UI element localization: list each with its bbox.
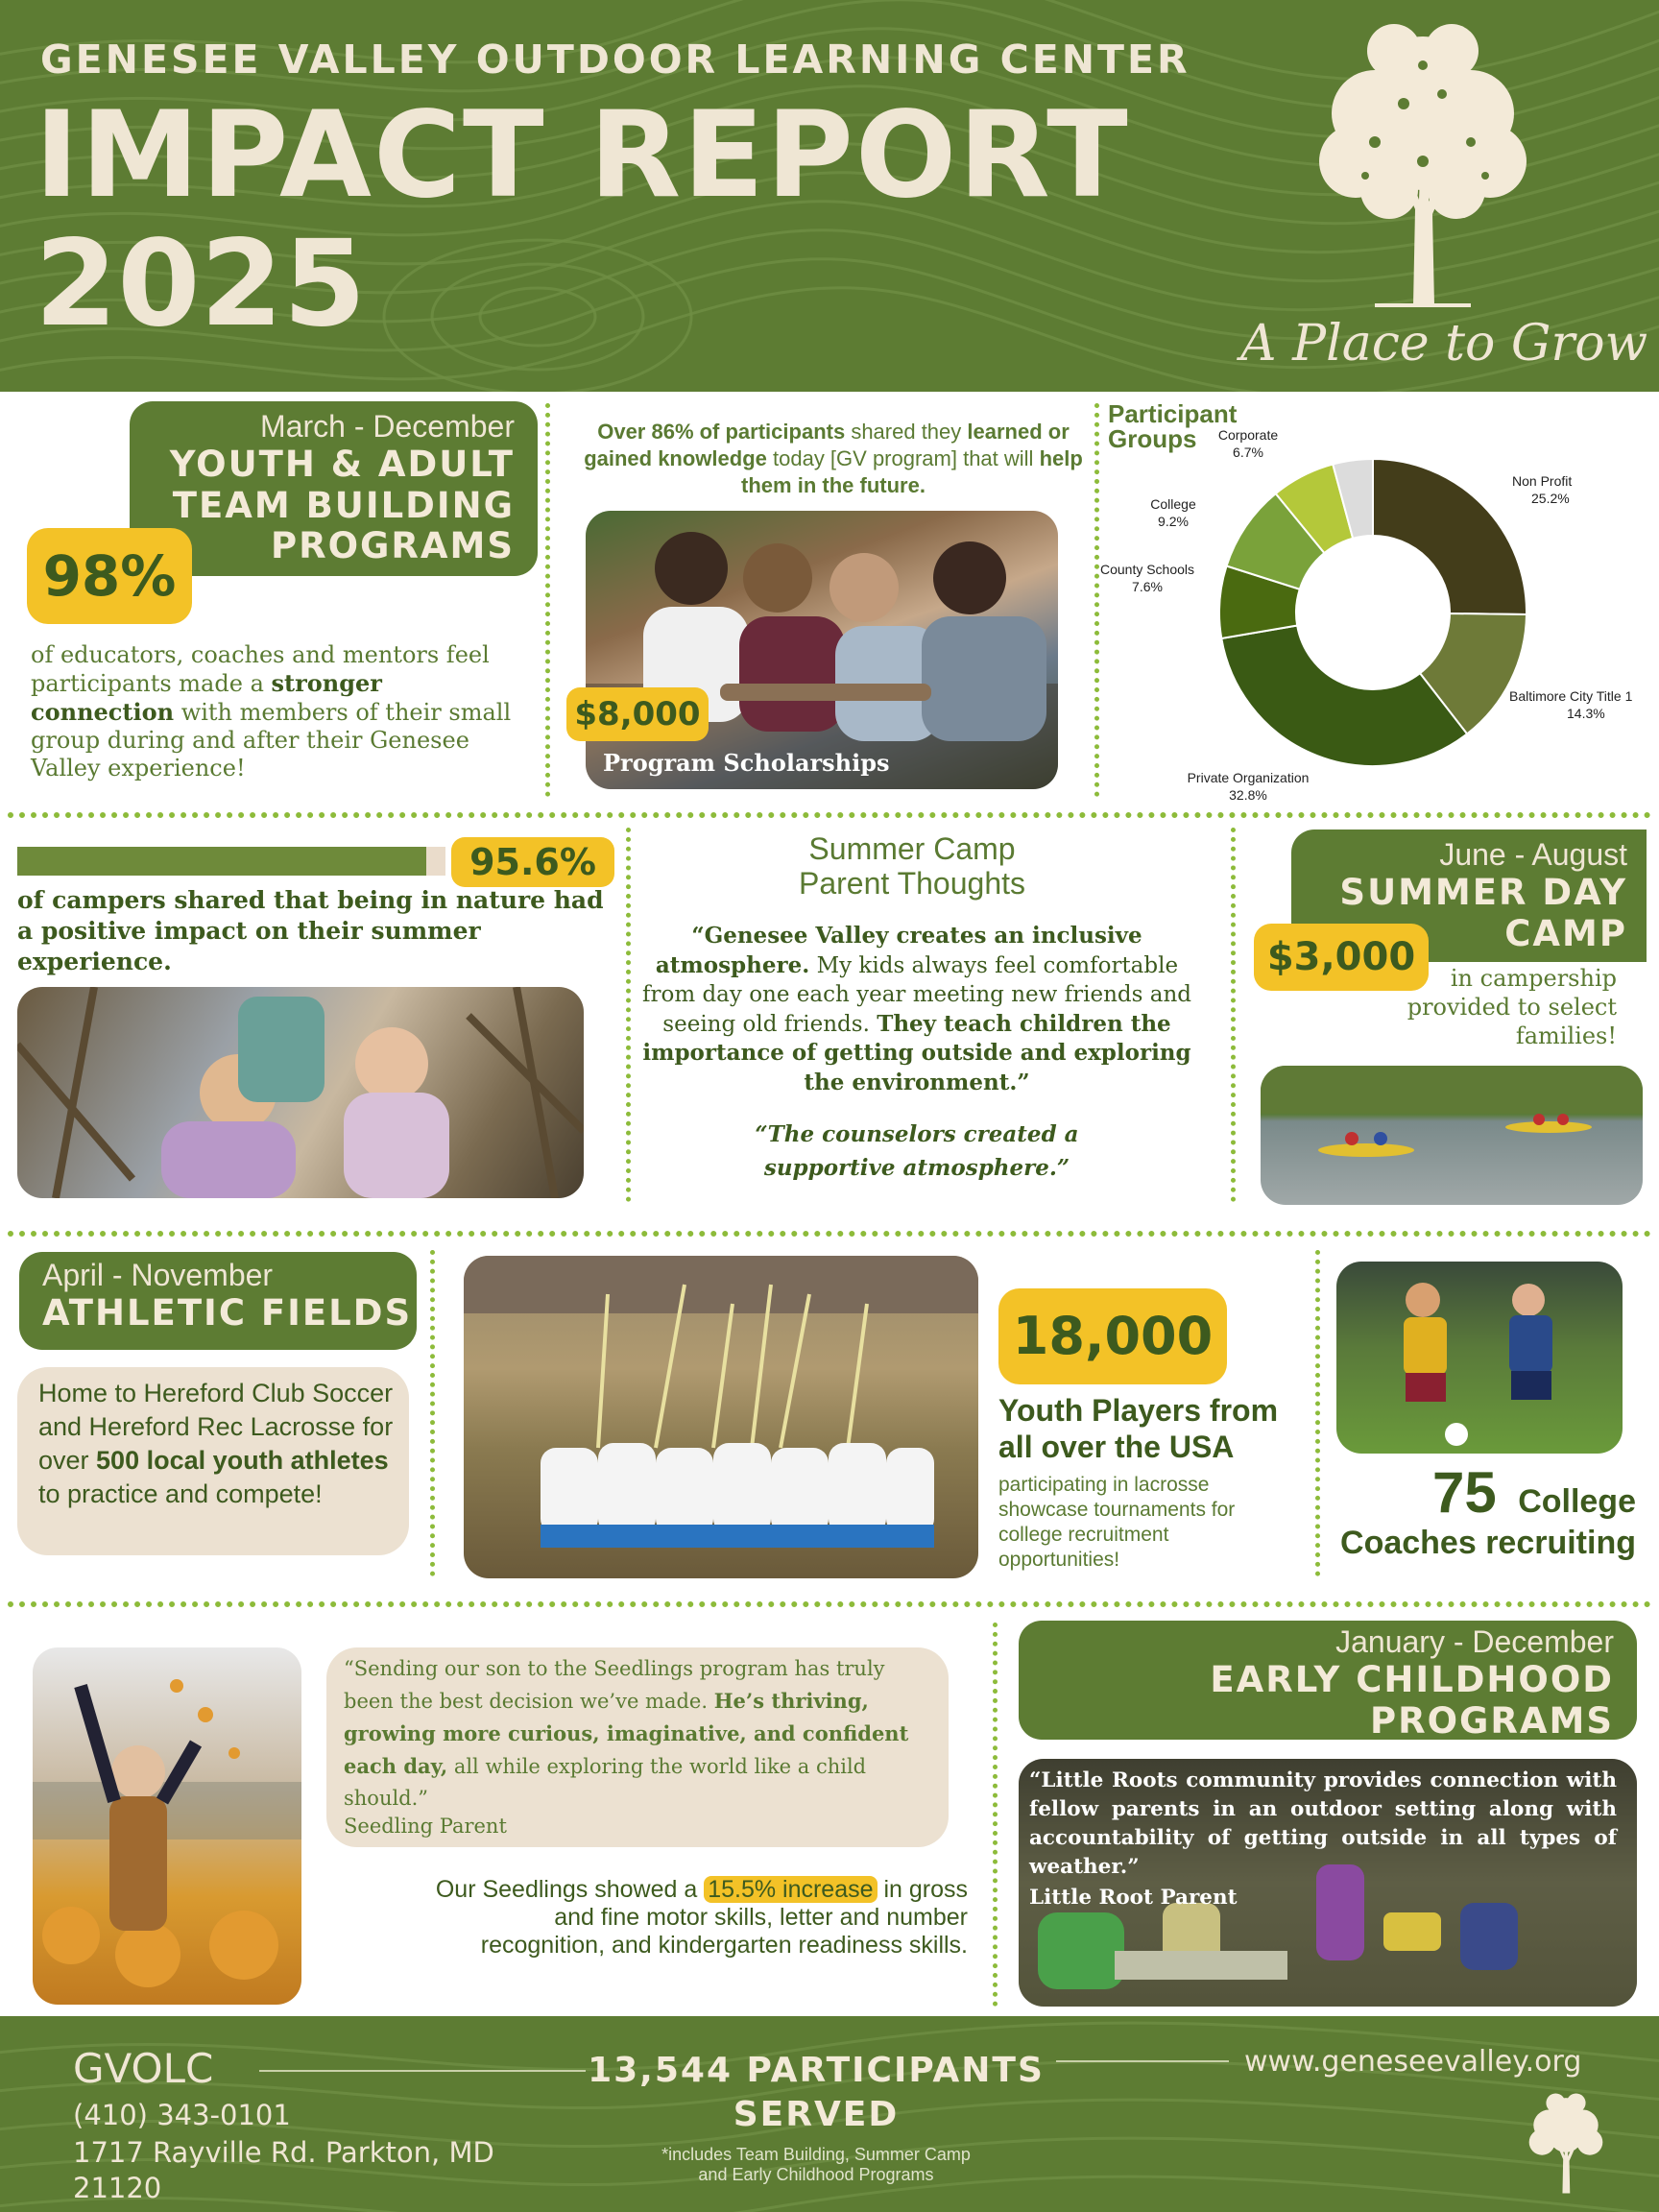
organization-name: GENESEE VALLEY OUTDOOR LEARNING CENTER [40,36,1190,83]
photo-illustration [464,1256,978,1578]
athletic-title: ATHLETIC FIELDS [42,1292,413,1334]
header-banner [0,0,1659,392]
parent-quote: “Genesee Valley creates an inclusive atmosphere. My kids always feel comfortable from day one each year meeting new friends and seeing old friends. They teach children the importance of getting outside and exploring the environment.” [641,923,1192,1095]
parent-quote-2: “The counselors created a supportive atmosphere.” [755,1121,1079,1181]
donut-label: County Schools [1099,562,1195,577]
photo-illustration [1261,1066,1643,1205]
divider [993,1623,998,2007]
donut-value-label: 14.3% [1567,706,1605,721]
tree-icon [1308,17,1538,315]
scholarship-label: Program Scholarships [603,749,890,777]
participant-groups-title: Participant Groups [1108,399,1238,453]
footer-address: 1717 Rayville Rd. Parkton, MD 21120 [73,2136,494,2204]
tree-icon [1523,2091,1609,2197]
divider [430,1250,435,1576]
footer-participants: 13,544 PARTICIPANTS SERVED [588,2051,1045,2134]
report-title: IMPACT REPORT [35,86,1130,225]
coaches-number: 75 [1431,1460,1497,1525]
donut-value-label: 9.2% [1158,514,1189,529]
team-building-description: of educators, coaches and mentors feel participants made a stronger connection with members of their small group during and after their Genesee Valley experience! [31,641,512,781]
team-building-photo [586,511,1058,789]
divider [1231,828,1236,1202]
early-childhood-pill [1019,1621,1637,1740]
team-building-title-3: PROGRAMS [270,525,515,567]
donut-label: Non Profit [1512,473,1573,489]
divider [1315,1250,1320,1576]
report-year: 2025 [35,215,367,353]
footer [0,2016,1659,2212]
participant-donut-chart [1094,399,1659,816]
campership-description: in campership provided to select families! [1407,965,1617,1049]
tagline: A Place to Grow [1240,315,1648,373]
players-title: Youth Players from all over the USA [998,1393,1279,1464]
team-building-dates: March - December [260,409,515,444]
athletic-fields-pill [19,1252,417,1350]
section-divider [8,1231,1651,1237]
donut-value-label: 7.6% [1132,579,1163,594]
campers-photo [17,987,584,1198]
players-description: participating in lacrosse showcase tournaments for college recruitment opportunities! [998,1474,1236,1571]
scholarship-amount: $8,000 [566,687,709,741]
donut-label: Baltimore City Title 1 [1509,688,1633,704]
seedlings-stat: Our Seedlings showed a 15.5% increase in gross and fine motor skills, letter and number recognition, and kindergarten readiness skills. [435,1876,968,1959]
campers-progress-fill [17,847,426,876]
seedlings-photo [33,1647,301,2005]
little-roots-attribution: Little Root Parent [1029,1886,1238,1910]
early-childhood-title-1: EARLY CHILDHOOD [1210,1659,1614,1700]
seedlings-highlight: 15.5% increase [704,1876,877,1903]
summer-camp-dates: June - August [1439,837,1627,872]
knowledge-statement: Over 86% of participants shared they learned or gained knowledge today [GV program] that will help them in the future. [584,420,1083,497]
summer-camp-title-1: SUMMER DAY [1339,872,1627,913]
footer-phone: (410) 343-0101 [73,2099,291,2131]
soccer-photo [1336,1262,1623,1454]
seedlings-quote: “Sending our son to the Seedlings program has truly been the best decision we’ve made. He’s thriving, growing more curious, imaginative, and confident each day, all while exploring the world like a child should.” [344,1657,909,1810]
donut-value-label: 6.7% [1233,445,1263,460]
footer-rule-right [1056,2060,1229,2062]
coaches-stat [1329,1459,1636,1560]
campers-stat: 95.6% [451,837,614,887]
players-stat: 18,000 [998,1288,1227,1384]
early-childhood-dates: January - December [1335,1624,1614,1659]
coaches-word: College [1518,1483,1636,1520]
divider [545,403,550,797]
summer-camp-title-2: CAMP [1504,912,1627,954]
team-building-stat: 98% [27,528,192,624]
photo-illustration [1336,1262,1623,1454]
campership-amount: $3,000 [1254,924,1429,991]
seedlings-attribution: Seedling Parent [344,1815,507,1838]
early-childhood-title-2: PROGRAMS [1369,1699,1614,1742]
divider [626,828,631,1202]
photo-illustration [33,1647,301,2005]
section-divider [8,1601,1651,1607]
donut-slice-non-profit [1373,459,1527,614]
lacrosse-photo [464,1256,978,1578]
parent-thoughts-title: Summer Camp Parent Thoughts [798,831,1025,901]
athletic-dates: April - November [42,1258,274,1292]
athletic-description: Home to Hereford Club Soccer and Hereford Rec Lacrosse for over 500 local youth athletes to practice and compete! [38,1379,394,1508]
little-roots-quote: “Little Roots community provides connection with fellow parents in an outdoor setting along with accountability of getting outside in all types of weather.” [1029,1768,1617,1879]
photo-illustration [17,987,584,1198]
donut-label: College [1150,496,1196,512]
team-building-title-2: TEAM BUILDING [172,484,515,526]
donut-label: Private Organization [1187,770,1310,785]
section-divider [8,812,1651,818]
footer-website[interactable]: www.geneseevalley.org [1244,2045,1582,2079]
team-building-title-1: YOUTH & ADULT [169,444,515,485]
footer-rule-left [259,2070,586,2072]
footer-note: *includes Team Building, Summer Camp and Early Childhood Programs [661,2145,971,2184]
kayak-photo [1261,1066,1643,1205]
photo-illustration [586,511,1058,789]
donut-slice-private-organization [1221,626,1467,766]
donut-value-label: 32.8% [1229,787,1267,803]
donut-value-label: 25.2% [1531,491,1570,506]
donut-label: Corporate [1217,427,1279,443]
coaches-line2: Coaches recruiting [1340,1525,1636,1561]
footer-org: GVOLC [73,2045,214,2092]
campers-description: of campers shared that being in nature had a positive impact on their summer experience. [17,886,604,975]
campers-progress-track [17,847,445,876]
